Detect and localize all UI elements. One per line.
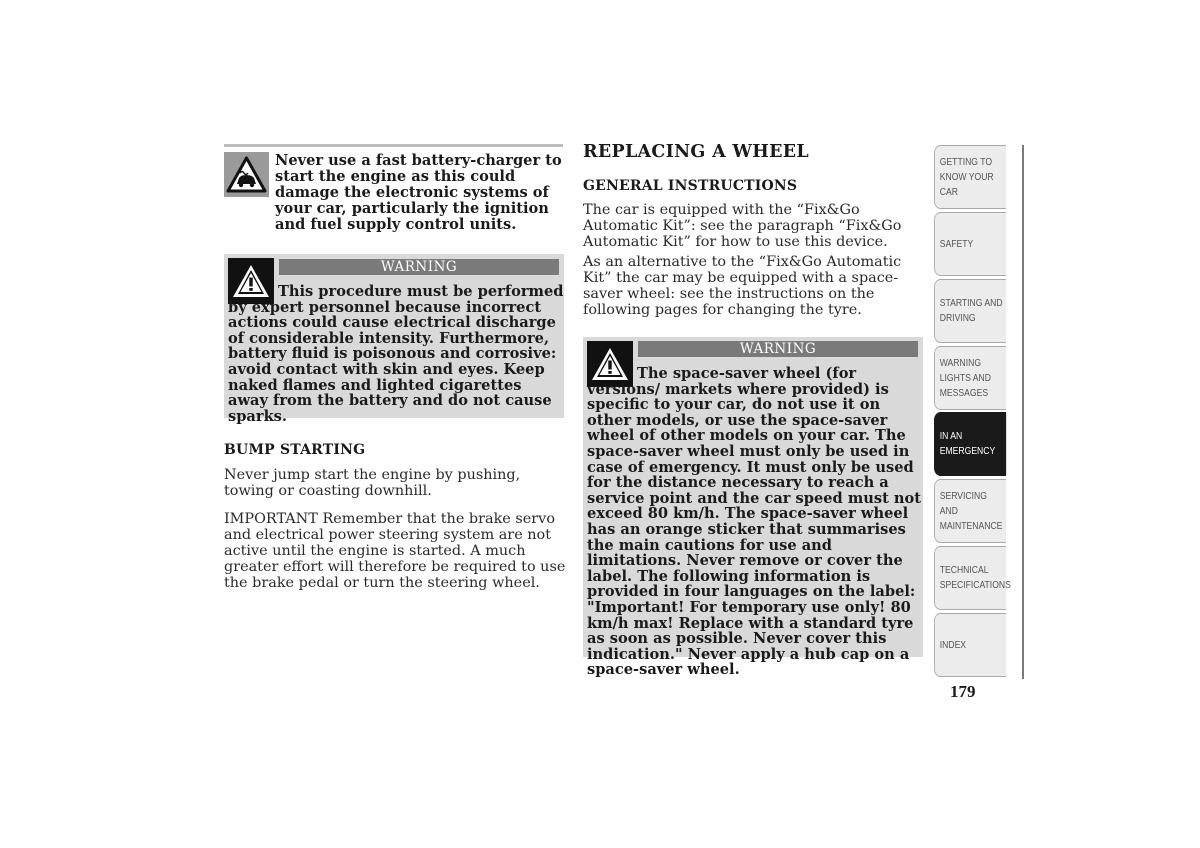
top-divider [224,144,563,147]
tabs-edge-line [1022,145,1024,679]
tab-label: IN AN EMERGENCY [939,430,996,457]
tab-servicing-and-maintenance[interactable] [934,479,1006,543]
tab-index[interactable] [934,613,1006,677]
tab-label: INDEX [939,638,967,651]
space-saver-warning-text: The space-saver wheel (for versions/ markets where provided) is specific to your car, do not use it on other models, or use the space-saver wheel of other models on your car. The space-saver wheel must only be used in case of emergency. It must only be used for the distance necessary to reach a service point and the car speed must not exceed 80 km/h. The space-saver wheel has an orange sticker that summarises the main cautions for use and limitations. Never remove or cover the label. The following information is provided in four languages on the label: "Important! For temporary use only! 80 km/h max! Replace with a standard tyre as soon as possible. Never cover this indication." Never apply a hub cap on a space-saver wheel. [587,365,922,679]
tab-getting-to-know-your-car[interactable] [934,145,1006,209]
general-paragraph-2: As an alternative to the “Fix&Go Automatic Kit” the car may be equipped with a space-saver wheel: see the instructions on the following pages for changing the tyre. [583,254,902,318]
battery-charger-note [224,153,566,233]
note-text-wrap [224,153,566,233]
page-title: REPLACING A WHEEL [583,142,810,162]
warning-label: WARNING [279,259,559,275]
tab-label: TECHNICAL SPECIFICATIONS [939,564,1011,591]
warning-label: WARNING [638,341,918,357]
tab-label: WARNING LIGHTS AND MESSAGES [939,356,991,399]
tab-starting-and-driving[interactable] [934,279,1006,343]
bump-starting-heading: BUMP STARTING [224,442,366,458]
battery-warning-text: This procedure must be performed by expert personnel because incorrect actions could cause electrical discharge of considerable intensity. Furthermore, battery fluid is poisonous and corrosive: avoid contact with skin and eyes. Keep naked flames and lighted cigarettes away from the battery and do not cause sparks. [228,283,564,425]
bump-starting-paragraph-2: IMPORTANT Remember that the brake servo and electrical power steering system are not active until the engine is started. A much greater effort will therefore be required to use the brake pedal or turn the steering wheel. [224,511,566,591]
tab-label: SAFETY [939,237,974,250]
note-text: Never use a fast battery-charger to start the engine as this could damage the electronic systems of your car, particularly the ignition and fuel supply control units. [275,152,562,233]
tab-safety[interactable] [934,212,1006,276]
bump-starting-paragraph-1: Never jump start the engine by pushing, towing or coasting downhill. [224,467,521,499]
general-paragraph-1: The car is equipped with the “Fix&Go Automatic Kit”: see the paragraph “Fix&Go Automatic Kit” for how to use this device. [583,202,902,250]
chapter-tabs [934,145,1024,679]
battery-warning-text-wrap [228,284,564,424]
page-number: 179 [950,682,976,701]
tab-warning-lights-and-messages[interactable] [934,346,1006,410]
space-saver-warning-text-wrap [587,366,923,678]
tab-in-an-emergency[interactable] [934,412,1006,476]
tab-label: SERVICING AND MAINTENANCE [939,489,1003,532]
tab-label: GETTING TO KNOW YOUR CAR [939,155,994,198]
tab-label: STARTING AND DRIVING [939,297,1003,324]
tab-technical-specifications[interactable] [934,546,1011,610]
general-instructions-heading: GENERAL INSTRUCTIONS [583,178,798,194]
